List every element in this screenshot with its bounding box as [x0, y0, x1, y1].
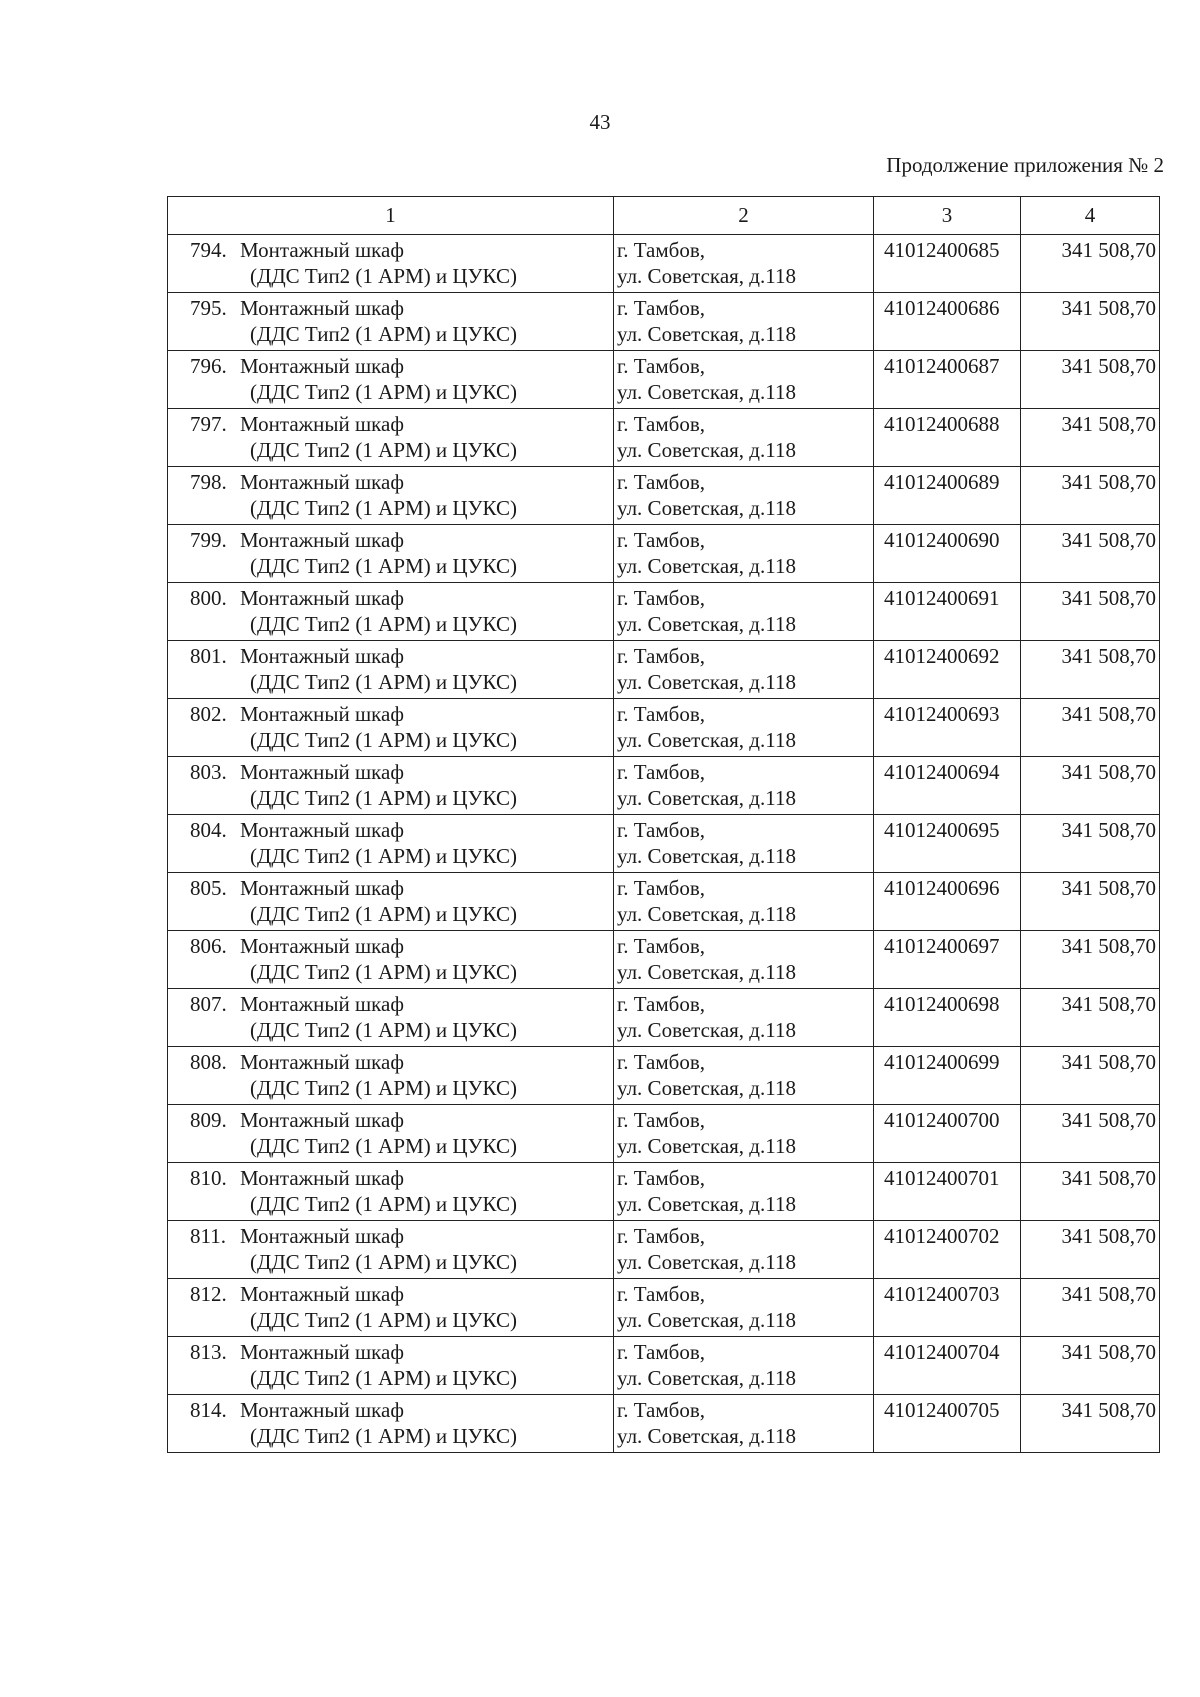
item-name-detail: (ДДС Тип2 (1 АРМ) и ЦУКС) [250, 1424, 517, 1448]
item-address-city: г. Тамбов, [617, 876, 706, 900]
item-address-cell [614, 641, 874, 699]
item-number: 801. [190, 644, 227, 668]
item-inventory-number: 41012400687 [874, 351, 1021, 409]
item-address-street: ул. Советская, д.118 [617, 1308, 796, 1332]
item-address-cell [614, 757, 874, 815]
table-row [168, 873, 1160, 931]
item-name-cell [168, 1395, 614, 1453]
item-name: Монтажный шкаф [240, 238, 404, 262]
item-number: 794. [190, 238, 227, 262]
table-row [168, 1163, 1160, 1221]
table-row [168, 235, 1160, 293]
item-name-detail: (ДДС Тип2 (1 АРМ) и ЦУКС) [250, 786, 517, 810]
table-row [168, 1105, 1160, 1163]
item-inventory-number: 41012400693 [874, 699, 1021, 757]
item-name-cell [168, 1337, 614, 1395]
item-address-city: г. Тамбов, [617, 702, 706, 726]
item-inventory-number: 41012400688 [874, 409, 1021, 467]
item-number: 810. [190, 1166, 227, 1190]
item-address-street: ул. Советская, д.118 [617, 264, 796, 288]
item-address-cell [614, 989, 874, 1047]
item-address-city: г. Тамбов, [617, 1050, 706, 1074]
item-name-detail: (ДДС Тип2 (1 АРМ) и ЦУКС) [250, 1366, 517, 1390]
table-row [168, 409, 1160, 467]
item-number: 803. [190, 760, 227, 784]
table-row [168, 931, 1160, 989]
item-address-city: г. Тамбов, [617, 992, 706, 1016]
appendix-note: Продолжение приложения № 2 [886, 153, 1164, 177]
item-address-city: г. Тамбов, [617, 818, 706, 842]
item-address-cell [614, 1337, 874, 1395]
item-number: 805. [190, 876, 227, 900]
item-name-cell [168, 699, 614, 757]
item-name-cell [168, 815, 614, 873]
table-row [168, 641, 1160, 699]
item-address-street: ул. Советская, д.118 [617, 1250, 796, 1274]
table-row [168, 1337, 1160, 1395]
item-cost: 341 508,70 [1021, 409, 1160, 467]
item-name: Монтажный шкаф [240, 1166, 404, 1190]
column-header-4: 4 [1021, 197, 1160, 235]
table-row [168, 1279, 1160, 1337]
item-name: Монтажный шкаф [240, 934, 404, 958]
item-name-cell [168, 1221, 614, 1279]
item-cost: 341 508,70 [1021, 293, 1160, 351]
item-cost: 341 508,70 [1021, 1047, 1160, 1105]
item-address-cell [614, 1105, 874, 1163]
item-cost: 341 508,70 [1021, 931, 1160, 989]
item-address-street: ул. Советская, д.118 [617, 728, 796, 752]
item-name-cell [168, 235, 614, 293]
item-address-street: ул. Советская, д.118 [617, 322, 796, 346]
item-number: 802. [190, 702, 227, 726]
item-address-city: г. Тамбов, [617, 644, 706, 668]
item-address-city: г. Тамбов, [617, 1166, 706, 1190]
item-address-street: ул. Советская, д.118 [617, 612, 796, 636]
item-number: 811. [190, 1224, 226, 1248]
item-cost: 341 508,70 [1021, 1221, 1160, 1279]
item-address-city: г. Тамбов, [617, 760, 706, 784]
item-address-city: г. Тамбов, [617, 1224, 706, 1248]
item-address-city: г. Тамбов, [617, 586, 706, 610]
item-name: Монтажный шкаф [240, 1398, 404, 1422]
item-address-cell [614, 1279, 874, 1337]
item-name: Монтажный шкаф [240, 1340, 404, 1364]
item-inventory-number: 41012400685 [874, 235, 1021, 293]
item-name-detail: (ДДС Тип2 (1 АРМ) и ЦУКС) [250, 728, 517, 752]
item-inventory-number: 41012400702 [874, 1221, 1021, 1279]
item-name-cell [168, 873, 614, 931]
item-cost: 341 508,70 [1021, 641, 1160, 699]
item-address-city: г. Тамбов, [617, 354, 706, 378]
table-row [168, 1395, 1160, 1453]
item-address-street: ул. Советская, д.118 [617, 844, 796, 868]
item-cost: 341 508,70 [1021, 467, 1160, 525]
item-number: 799. [190, 528, 227, 552]
item-inventory-number: 41012400701 [874, 1163, 1021, 1221]
item-inventory-number: 41012400700 [874, 1105, 1021, 1163]
item-name: Монтажный шкаф [240, 1108, 404, 1132]
item-cost: 341 508,70 [1021, 699, 1160, 757]
item-address-cell [614, 1221, 874, 1279]
table-row [168, 1047, 1160, 1105]
item-inventory-number: 41012400694 [874, 757, 1021, 815]
item-name-cell [168, 293, 614, 351]
item-number: 795. [190, 296, 227, 320]
item-name-detail: (ДДС Тип2 (1 АРМ) и ЦУКС) [250, 844, 517, 868]
item-cost: 341 508,70 [1021, 1163, 1160, 1221]
table-row [168, 815, 1160, 873]
page-number: 43 [589, 110, 611, 134]
item-address-cell [614, 583, 874, 641]
item-address-city: г. Тамбов, [617, 470, 706, 494]
item-address-cell [614, 815, 874, 873]
table-row [168, 467, 1160, 525]
item-name-cell [168, 931, 614, 989]
item-address-cell [614, 293, 874, 351]
table-header-row [168, 197, 1160, 235]
item-address-street: ул. Советская, д.118 [617, 1424, 796, 1448]
item-address-city: г. Тамбов, [617, 1398, 706, 1422]
item-name-cell [168, 467, 614, 525]
item-number: 812. [190, 1282, 227, 1306]
item-inventory-number: 41012400689 [874, 467, 1021, 525]
item-address-city: г. Тамбов, [617, 528, 706, 552]
item-name-detail: (ДДС Тип2 (1 АРМ) и ЦУКС) [250, 438, 517, 462]
item-cost: 341 508,70 [1021, 815, 1160, 873]
item-address-cell [614, 409, 874, 467]
item-address-street: ул. Советская, д.118 [617, 1366, 796, 1390]
item-name: Монтажный шкаф [240, 702, 404, 726]
item-inventory-number: 41012400704 [874, 1337, 1021, 1395]
item-address-cell [614, 699, 874, 757]
item-name-detail: (ДДС Тип2 (1 АРМ) и ЦУКС) [250, 1250, 517, 1274]
item-inventory-number: 41012400697 [874, 931, 1021, 989]
item-address-cell [614, 1395, 874, 1453]
item-name-detail: (ДДС Тип2 (1 АРМ) и ЦУКС) [250, 960, 517, 984]
item-inventory-number: 41012400691 [874, 583, 1021, 641]
item-name-detail: (ДДС Тип2 (1 АРМ) и ЦУКС) [250, 670, 517, 694]
item-name-detail: (ДДС Тип2 (1 АРМ) и ЦУКС) [250, 264, 517, 288]
item-address-city: г. Тамбов, [617, 238, 706, 262]
item-address-street: ул. Советская, д.118 [617, 670, 796, 694]
item-address-street: ул. Советская, д.118 [617, 380, 796, 404]
item-name: Монтажный шкаф [240, 354, 404, 378]
item-address-street: ул. Советская, д.118 [617, 1192, 796, 1216]
item-name-detail: (ДДС Тип2 (1 АРМ) и ЦУКС) [250, 554, 517, 578]
item-inventory-number: 41012400705 [874, 1395, 1021, 1453]
table-row [168, 525, 1160, 583]
column-header-3: 3 [874, 197, 1021, 235]
item-name-cell [168, 525, 614, 583]
item-inventory-number: 41012400695 [874, 815, 1021, 873]
item-name-cell [168, 1163, 614, 1221]
item-cost: 341 508,70 [1021, 989, 1160, 1047]
table-body [168, 235, 1160, 1453]
item-name-detail: (ДДС Тип2 (1 АРМ) и ЦУКС) [250, 902, 517, 926]
item-number: 814. [190, 1398, 227, 1422]
item-address-street: ул. Советская, д.118 [617, 902, 796, 926]
item-name: Монтажный шкаф [240, 992, 404, 1016]
item-address-street: ул. Советская, д.118 [617, 1018, 796, 1042]
table-row [168, 757, 1160, 815]
item-name: Монтажный шкаф [240, 1282, 404, 1306]
item-cost: 341 508,70 [1021, 1337, 1160, 1395]
item-number: 797. [190, 412, 227, 436]
item-name-detail: (ДДС Тип2 (1 АРМ) и ЦУКС) [250, 1134, 517, 1158]
item-name-cell [168, 583, 614, 641]
item-inventory-number: 41012400690 [874, 525, 1021, 583]
table-row [168, 699, 1160, 757]
item-name-detail: (ДДС Тип2 (1 АРМ) и ЦУКС) [250, 612, 517, 636]
item-inventory-number: 41012400692 [874, 641, 1021, 699]
item-name-detail: (ДДС Тип2 (1 АРМ) и ЦУКС) [250, 1018, 517, 1042]
item-address-city: г. Тамбов, [617, 1340, 706, 1364]
item-name: Монтажный шкаф [240, 528, 404, 552]
item-name-cell [168, 409, 614, 467]
item-address-street: ул. Советская, д.118 [617, 438, 796, 462]
item-cost: 341 508,70 [1021, 583, 1160, 641]
item-cost: 341 508,70 [1021, 235, 1160, 293]
item-name-detail: (ДДС Тип2 (1 АРМ) и ЦУКС) [250, 1308, 517, 1332]
item-inventory-number: 41012400699 [874, 1047, 1021, 1105]
item-name: Монтажный шкаф [240, 876, 404, 900]
item-name-cell [168, 351, 614, 409]
item-number: 804. [190, 818, 227, 842]
item-address-cell [614, 1047, 874, 1105]
item-name-cell [168, 989, 614, 1047]
item-cost: 341 508,70 [1021, 1279, 1160, 1337]
item-name-cell [168, 757, 614, 815]
item-cost: 341 508,70 [1021, 1105, 1160, 1163]
item-name-detail: (ДДС Тип2 (1 АРМ) и ЦУКС) [250, 1076, 517, 1100]
item-name-detail: (ДДС Тип2 (1 АРМ) и ЦУКС) [250, 322, 517, 346]
item-address-cell [614, 525, 874, 583]
item-name-detail: (ДДС Тип2 (1 АРМ) и ЦУКС) [250, 380, 517, 404]
item-address-street: ул. Советская, д.118 [617, 496, 796, 520]
item-name-detail: (ДДС Тип2 (1 АРМ) и ЦУКС) [250, 1192, 517, 1216]
item-number: 798. [190, 470, 227, 494]
property-table [167, 196, 1160, 1453]
item-name: Монтажный шкаф [240, 644, 404, 668]
item-name: Монтажный шкаф [240, 412, 404, 436]
table-row [168, 1221, 1160, 1279]
item-cost: 341 508,70 [1021, 873, 1160, 931]
item-number: 813. [190, 1340, 227, 1364]
item-cost: 341 508,70 [1021, 757, 1160, 815]
item-name: Монтажный шкаф [240, 760, 404, 784]
item-inventory-number: 41012400703 [874, 1279, 1021, 1337]
item-number: 806. [190, 934, 227, 958]
item-address-street: ул. Советская, д.118 [617, 786, 796, 810]
item-cost: 341 508,70 [1021, 1395, 1160, 1453]
item-number: 808. [190, 1050, 227, 1074]
item-name-cell [168, 1105, 614, 1163]
table-row [168, 989, 1160, 1047]
item-address-city: г. Тамбов, [617, 1282, 706, 1306]
item-name: Монтажный шкаф [240, 1224, 404, 1248]
item-number: 800. [190, 586, 227, 610]
column-header-1: 1 [168, 197, 614, 235]
item-name-cell [168, 1279, 614, 1337]
item-address-city: г. Тамбов, [617, 296, 706, 320]
item-name: Монтажный шкаф [240, 296, 404, 320]
item-address-street: ул. Советская, д.118 [617, 960, 796, 984]
column-header-2: 2 [614, 197, 874, 235]
table-row [168, 293, 1160, 351]
item-address-cell [614, 235, 874, 293]
item-address-cell [614, 467, 874, 525]
item-address-cell [614, 351, 874, 409]
item-address-cell [614, 1163, 874, 1221]
item-cost: 341 508,70 [1021, 525, 1160, 583]
item-address-street: ул. Советская, д.118 [617, 554, 796, 578]
item-inventory-number: 41012400698 [874, 989, 1021, 1047]
item-number: 807. [190, 992, 227, 1016]
item-name-detail: (ДДС Тип2 (1 АРМ) и ЦУКС) [250, 496, 517, 520]
item-name: Монтажный шкаф [240, 470, 404, 494]
item-name-cell [168, 641, 614, 699]
item-address-city: г. Тамбов, [617, 934, 706, 958]
item-number: 796. [190, 354, 227, 378]
table-row [168, 351, 1160, 409]
item-address-city: г. Тамбов, [617, 412, 706, 436]
item-inventory-number: 41012400696 [874, 873, 1021, 931]
item-address-street: ул. Советская, д.118 [617, 1134, 796, 1158]
table-row [168, 583, 1160, 641]
item-name: Монтажный шкаф [240, 818, 404, 842]
item-address-cell [614, 873, 874, 931]
item-address-street: ул. Советская, д.118 [617, 1076, 796, 1100]
item-address-cell [614, 931, 874, 989]
item-inventory-number: 41012400686 [874, 293, 1021, 351]
item-address-city: г. Тамбов, [617, 1108, 706, 1132]
item-number: 809. [190, 1108, 227, 1132]
item-name-cell [168, 1047, 614, 1105]
item-name: Монтажный шкаф [240, 586, 404, 610]
item-name: Монтажный шкаф [240, 1050, 404, 1074]
item-cost: 341 508,70 [1021, 351, 1160, 409]
